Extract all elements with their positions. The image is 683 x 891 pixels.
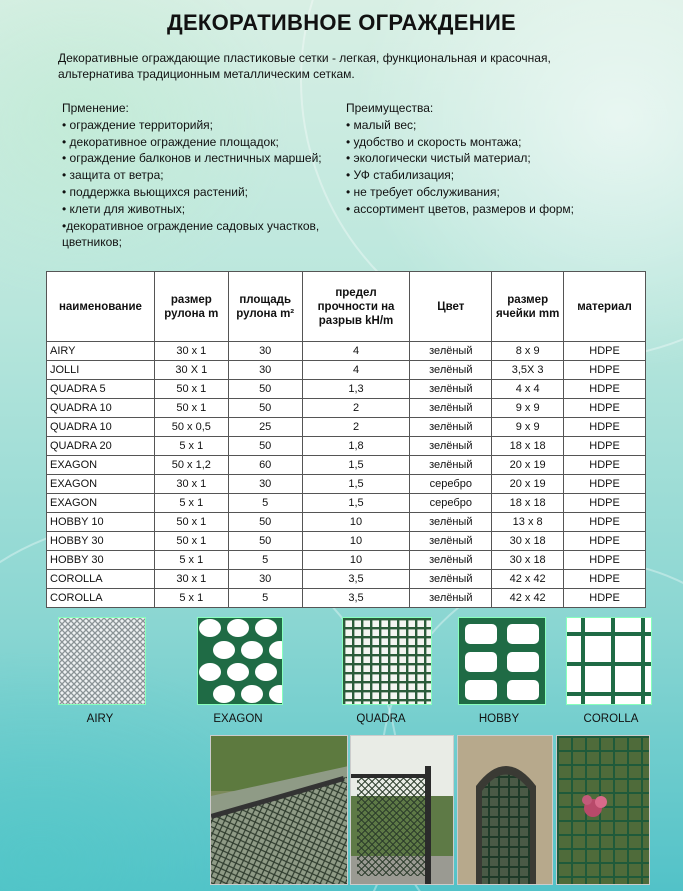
cell-color: зелёный [410,418,492,437]
hobby-sample-image [458,617,546,705]
application-list [62,100,322,251]
cell-roll-size: 50 x 1 [154,532,228,551]
corolla-sample-image [566,617,652,705]
cell-material: HDPE [564,494,646,513]
cell-material: HDPE [564,437,646,456]
list-item: • ограждение территорийя; [62,117,214,132]
installation-photo-fence [210,735,348,885]
cell-name: QUADRA 10 [47,418,155,437]
cell-mesh-size: 4 x 4 [492,380,564,399]
cell-roll-area: 30 [228,342,302,361]
list-item: • экологически чистый материал; [346,151,531,166]
table-row [47,494,646,513]
list-item: • удобство и скорость монтажа; [346,134,522,149]
cell-mesh-size: 20 x 19 [492,475,564,494]
header-material: материал [564,272,646,342]
cell-mesh-size: 18 x 18 [492,437,564,456]
table-row [47,475,646,494]
cell-roll-area: 30 [228,361,302,380]
cell-mesh-size: 30 x 18 [492,532,564,551]
cell-tensile-strength: 4 [302,361,410,380]
cell-roll-area: 50 [228,513,302,532]
installation-photo-gate [350,735,454,885]
cell-tensile-strength: 1,5 [302,456,410,475]
installation-photo-flowers [556,735,650,885]
list-item: • ассортимент цветов, размеров и форм; [346,201,575,216]
cell-color: зелёный [410,551,492,570]
cell-roll-size: 5 x 1 [154,437,228,456]
cell-color: зелёный [410,361,492,380]
table-row [47,513,646,532]
table-row [47,551,646,570]
advantages-list [346,100,646,218]
cell-roll-area: 30 [228,475,302,494]
cell-roll-area: 50 [228,399,302,418]
cell-tensile-strength: 1,8 [302,437,410,456]
cell-roll-area: 60 [228,456,302,475]
cell-material: HDPE [564,551,646,570]
cell-roll-area: 50 [228,532,302,551]
cell-name: EXAGON [47,494,155,513]
cell-roll-size: 50 x 1 [154,513,228,532]
list-item: •декоративное ограждение садовых участков, цветников; [62,218,320,250]
cell-tensile-strength: 2 [302,418,410,437]
page-title: ДЕКОРАТИВНОЕ ОГРАЖДЕНИЕ [166,10,517,35]
cell-mesh-size: 9 x 9 [492,418,564,437]
cell-material: HDPE [564,380,646,399]
list-item: • не требует обслуживания; [346,184,500,199]
cell-roll-size: 50 x 1 [154,399,228,418]
cell-name: HOBBY 30 [47,532,155,551]
table-row [47,456,646,475]
header-mesh-size: размер ячейки mm [492,272,564,342]
cell-mesh-size: 13 x 8 [492,513,564,532]
cell-roll-size: 30 x 1 [154,342,228,361]
list-item: • поддержка вьющихся растений; [62,184,248,199]
airy-caption: AIRY [86,713,114,725]
cell-material: HDPE [564,475,646,494]
cell-color: зелёный [410,380,492,399]
cell-name: EXAGON [47,456,155,475]
cell-color: зелёный [410,532,492,551]
cell-roll-size: 30 X 1 [154,361,228,380]
cell-tensile-strength: 1,5 [302,494,410,513]
airy-sample-image [58,617,146,705]
cell-roll-size: 50 x 1,2 [154,456,228,475]
cell-material: HDPE [564,570,646,589]
cell-roll-area: 5 [228,551,302,570]
cell-mesh-size: 42 x 42 [492,589,564,608]
cell-tensile-strength: 10 [302,532,410,551]
application-heading: Прменение: [62,101,129,115]
cell-tensile-strength: 10 [302,513,410,532]
table-row [47,380,646,399]
cell-mesh-size: 9 x 9 [492,399,564,418]
quadra-sample-image [342,617,432,705]
cell-name: COROLLA [47,570,155,589]
cell-material: HDPE [564,513,646,532]
cell-color: зелёный [410,513,492,532]
cell-roll-area: 50 [228,437,302,456]
cell-tensile-strength: 10 [302,551,410,570]
header-color: Цвет [410,272,492,342]
cell-name: COROLLA [47,589,155,608]
cell-name: JOLLI [47,361,155,380]
header-roll-area: площадь рулона m² [228,272,302,342]
cell-tensile-strength: 3,5 [302,589,410,608]
table-row [47,532,646,551]
cell-name: HOBBY 30 [47,551,155,570]
cell-color: зелёный [410,456,492,475]
corolla-caption: COROLLA [583,713,639,725]
cell-material: HDPE [564,589,646,608]
table-row [47,342,646,361]
intro-text: Декоративные ограждающие пластиковые сетки - легкая, функциональная и красочная, альтернатива традиционным металлическим сеткам. [58,51,551,81]
spec-table [46,271,646,608]
table-row [47,589,646,608]
cell-name: AIRY [47,342,155,361]
cell-roll-size: 5 x 1 [154,494,228,513]
table-row [47,570,646,589]
cell-material: HDPE [564,456,646,475]
table-body [47,342,646,608]
cell-name: QUADRA 5 [47,380,155,399]
cell-color: серебро [410,494,492,513]
installation-photo-window [457,735,553,885]
cell-color: зелёный [410,437,492,456]
table-row [47,399,646,418]
cell-roll-size: 5 x 1 [154,551,228,570]
cell-name: EXAGON [47,475,155,494]
cell-tensile-strength: 1,3 [302,380,410,399]
list-item: • ограждение балконов и лестничных маршей; [62,151,322,166]
cell-name: QUADRA 10 [47,399,155,418]
cell-material: HDPE [564,399,646,418]
cell-mesh-size: 30 x 18 [492,551,564,570]
list-item: • защита от ветра; [62,168,164,183]
cell-name: QUADRA 20 [47,437,155,456]
header-name: наименование [47,272,155,342]
exagon-caption: EXAGON [213,713,263,725]
list-item: • декоративное ограждение площадок; [62,134,279,149]
cell-mesh-size: 8 x 9 [492,342,564,361]
cell-roll-size: 30 x 1 [154,570,228,589]
table-row [47,418,646,437]
cell-color: зелёный [410,570,492,589]
cell-material: HDPE [564,361,646,380]
cell-color: зелёный [410,342,492,361]
cell-mesh-size: 20 x 19 [492,456,564,475]
cell-roll-area: 30 [228,570,302,589]
cell-color: зелёный [410,399,492,418]
cell-mesh-size: 3,5X 3 [492,361,564,380]
cell-roll-area: 50 [228,380,302,399]
advantages-heading: Преимущества: [346,101,434,115]
cell-mesh-size: 18 x 18 [492,494,564,513]
cell-name: HOBBY 10 [47,513,155,532]
cell-color: зелёный [410,589,492,608]
cell-mesh-size: 42 x 42 [492,570,564,589]
table-header-row [47,272,646,342]
cell-roll-area: 5 [228,494,302,513]
cell-tensile-strength: 1,5 [302,475,410,494]
exagon-sample-image [197,617,283,705]
cell-color: серебро [410,475,492,494]
cell-material: HDPE [564,532,646,551]
list-item: • малый вес; [346,117,417,132]
cell-roll-area: 25 [228,418,302,437]
header-tensile-strength: предел прочности на разрыв kH/m [302,272,410,342]
cell-tensile-strength: 2 [302,399,410,418]
table-row [47,437,646,456]
cell-tensile-strength: 4 [302,342,410,361]
cell-material: HDPE [564,418,646,437]
table-row [47,361,646,380]
list-item: • клети для животных; [62,201,186,216]
cell-roll-size: 30 x 1 [154,475,228,494]
cell-tensile-strength: 3,5 [302,570,410,589]
cell-roll-size: 50 x 1 [154,380,228,399]
header-roll-size: размер рулона m [154,272,228,342]
list-item: • УФ стабилизация; [346,168,455,183]
cell-roll-area: 5 [228,589,302,608]
cell-material: HDPE [564,342,646,361]
cell-roll-size: 50 x 0,5 [154,418,228,437]
quadra-caption: QUADRA [356,713,406,725]
cell-roll-size: 5 x 1 [154,589,228,608]
hobby-caption: HOBBY [478,713,520,725]
